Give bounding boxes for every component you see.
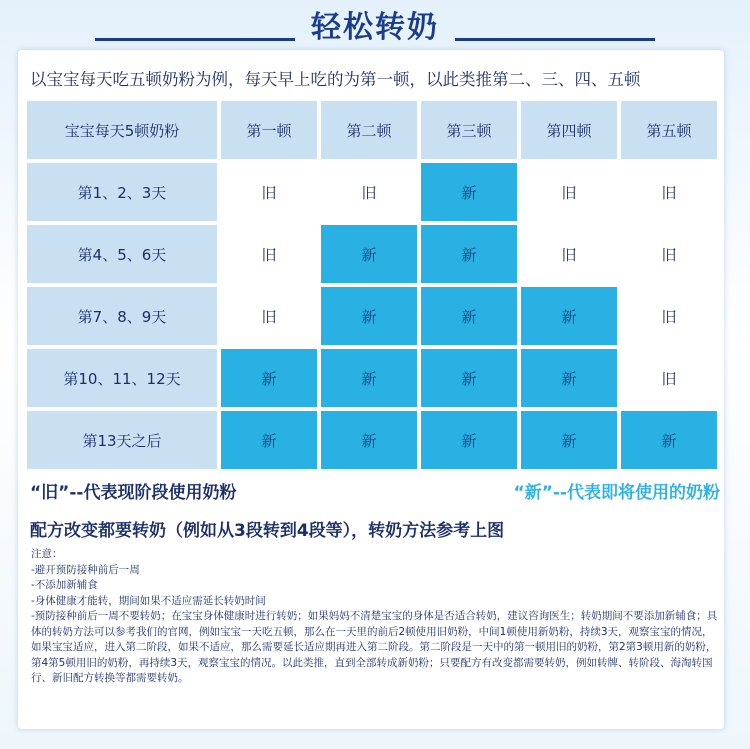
notes-heading: 注意：	[31, 548, 63, 560]
new-formula-cell: 新	[221, 411, 317, 469]
old-formula-cell: 旧	[221, 163, 317, 221]
new-formula-cell: 新	[321, 349, 417, 407]
old-formula-cell: 旧	[321, 163, 417, 221]
old-formula-cell: 旧	[521, 225, 617, 283]
new-formula-cell: 新	[621, 411, 717, 469]
table-row	[27, 287, 717, 345]
table-row	[27, 349, 717, 407]
new-formula-cell: 新	[321, 287, 417, 345]
legend-new-formula: “新”--代表即将使用的奶粉	[513, 483, 720, 503]
old-formula-cell: 旧	[621, 225, 717, 283]
note-item: -不添加新辅食	[31, 579, 98, 591]
new-formula-cell: 新	[421, 163, 517, 221]
column-header: 第一顿	[221, 101, 317, 159]
column-header: 第四顿	[521, 101, 617, 159]
new-formula-cell: 新	[521, 349, 617, 407]
feeding-schedule-table	[23, 97, 721, 473]
table-corner-header: 宝宝每天5顿奶粉	[27, 101, 217, 159]
row-label: 第13天之后	[27, 411, 217, 469]
note-item: -身体健康才能转，期间如果不适应需延长转奶时间	[31, 594, 266, 607]
column-header: 第三顿	[421, 101, 517, 159]
note-item: -避开预防接种前后一周	[31, 563, 140, 576]
old-formula-cell: 旧	[621, 163, 717, 221]
new-formula-cell: 新	[321, 225, 417, 283]
notes-section	[31, 547, 721, 687]
row-label: 第1、2、3天	[27, 163, 217, 221]
old-formula-cell: 旧	[221, 225, 317, 283]
new-formula-cell: 新	[521, 287, 617, 345]
legend-old-formula: “旧”--代表现阶段使用奶粉	[30, 483, 237, 503]
intro-text: 以宝宝每天吃五顿奶粉为例，每天早上吃的为第一顿，以此类推第二、三、四、五顿	[30, 70, 641, 89]
new-formula-cell: 新	[421, 287, 517, 345]
row-label: 第10、11、12天	[27, 349, 217, 407]
old-formula-cell: 旧	[521, 163, 617, 221]
note-item: -预防接种前后一周不要转奶；在宝宝身体健康时进行转奶；如果妈妈不清楚宝宝的身体是否适合转奶，建议咨询医生；转奶期间不要添加新辅食；具体的转奶方法可以参考我们的官网，例如宝宝一天吃五顿，那么在一天里的前后2顿使用旧奶粉，中间1顿使用新奶粉，持续3天，观察宝宝的情况，如果宝宝适应，进入第二阶段，如果不适应，那么需要延长适应期再进入第二阶段。第二阶段是一天中的第一顿用旧的奶粉，第2第3顿用新的奶粉，第4第5顿用旧的奶粉，再持续3天，观察宝宝的情况。以此类推，直到全部转成新奶粉；只要配方有改变都需要转奶，例如转牌、转阶段、海淘转国行、新旧配方转换等都需要转奶。	[31, 610, 718, 684]
column-header: 第二顿	[321, 101, 417, 159]
table-row	[27, 163, 717, 221]
new-formula-cell: 新	[321, 411, 417, 469]
row-label: 第4、5、6天	[27, 225, 217, 283]
new-formula-cell: 新	[521, 411, 617, 469]
table-header-row	[27, 101, 717, 159]
table-row	[27, 411, 717, 469]
old-formula-cell: 旧	[621, 287, 717, 345]
new-formula-cell: 新	[421, 411, 517, 469]
new-formula-cell: 新	[421, 349, 517, 407]
new-formula-cell: 新	[221, 349, 317, 407]
old-formula-cell: 旧	[221, 287, 317, 345]
row-label: 第7、8、9天	[27, 287, 217, 345]
page-title: 轻松转奶	[311, 10, 439, 45]
table-row	[27, 225, 717, 283]
new-formula-cell: 新	[421, 225, 517, 283]
column-header: 第五顿	[621, 101, 717, 159]
method-text: 配方改变都要转奶（例如从3段转到4段等），转奶方法参考上图	[30, 521, 505, 541]
old-formula-cell: 旧	[621, 349, 717, 407]
